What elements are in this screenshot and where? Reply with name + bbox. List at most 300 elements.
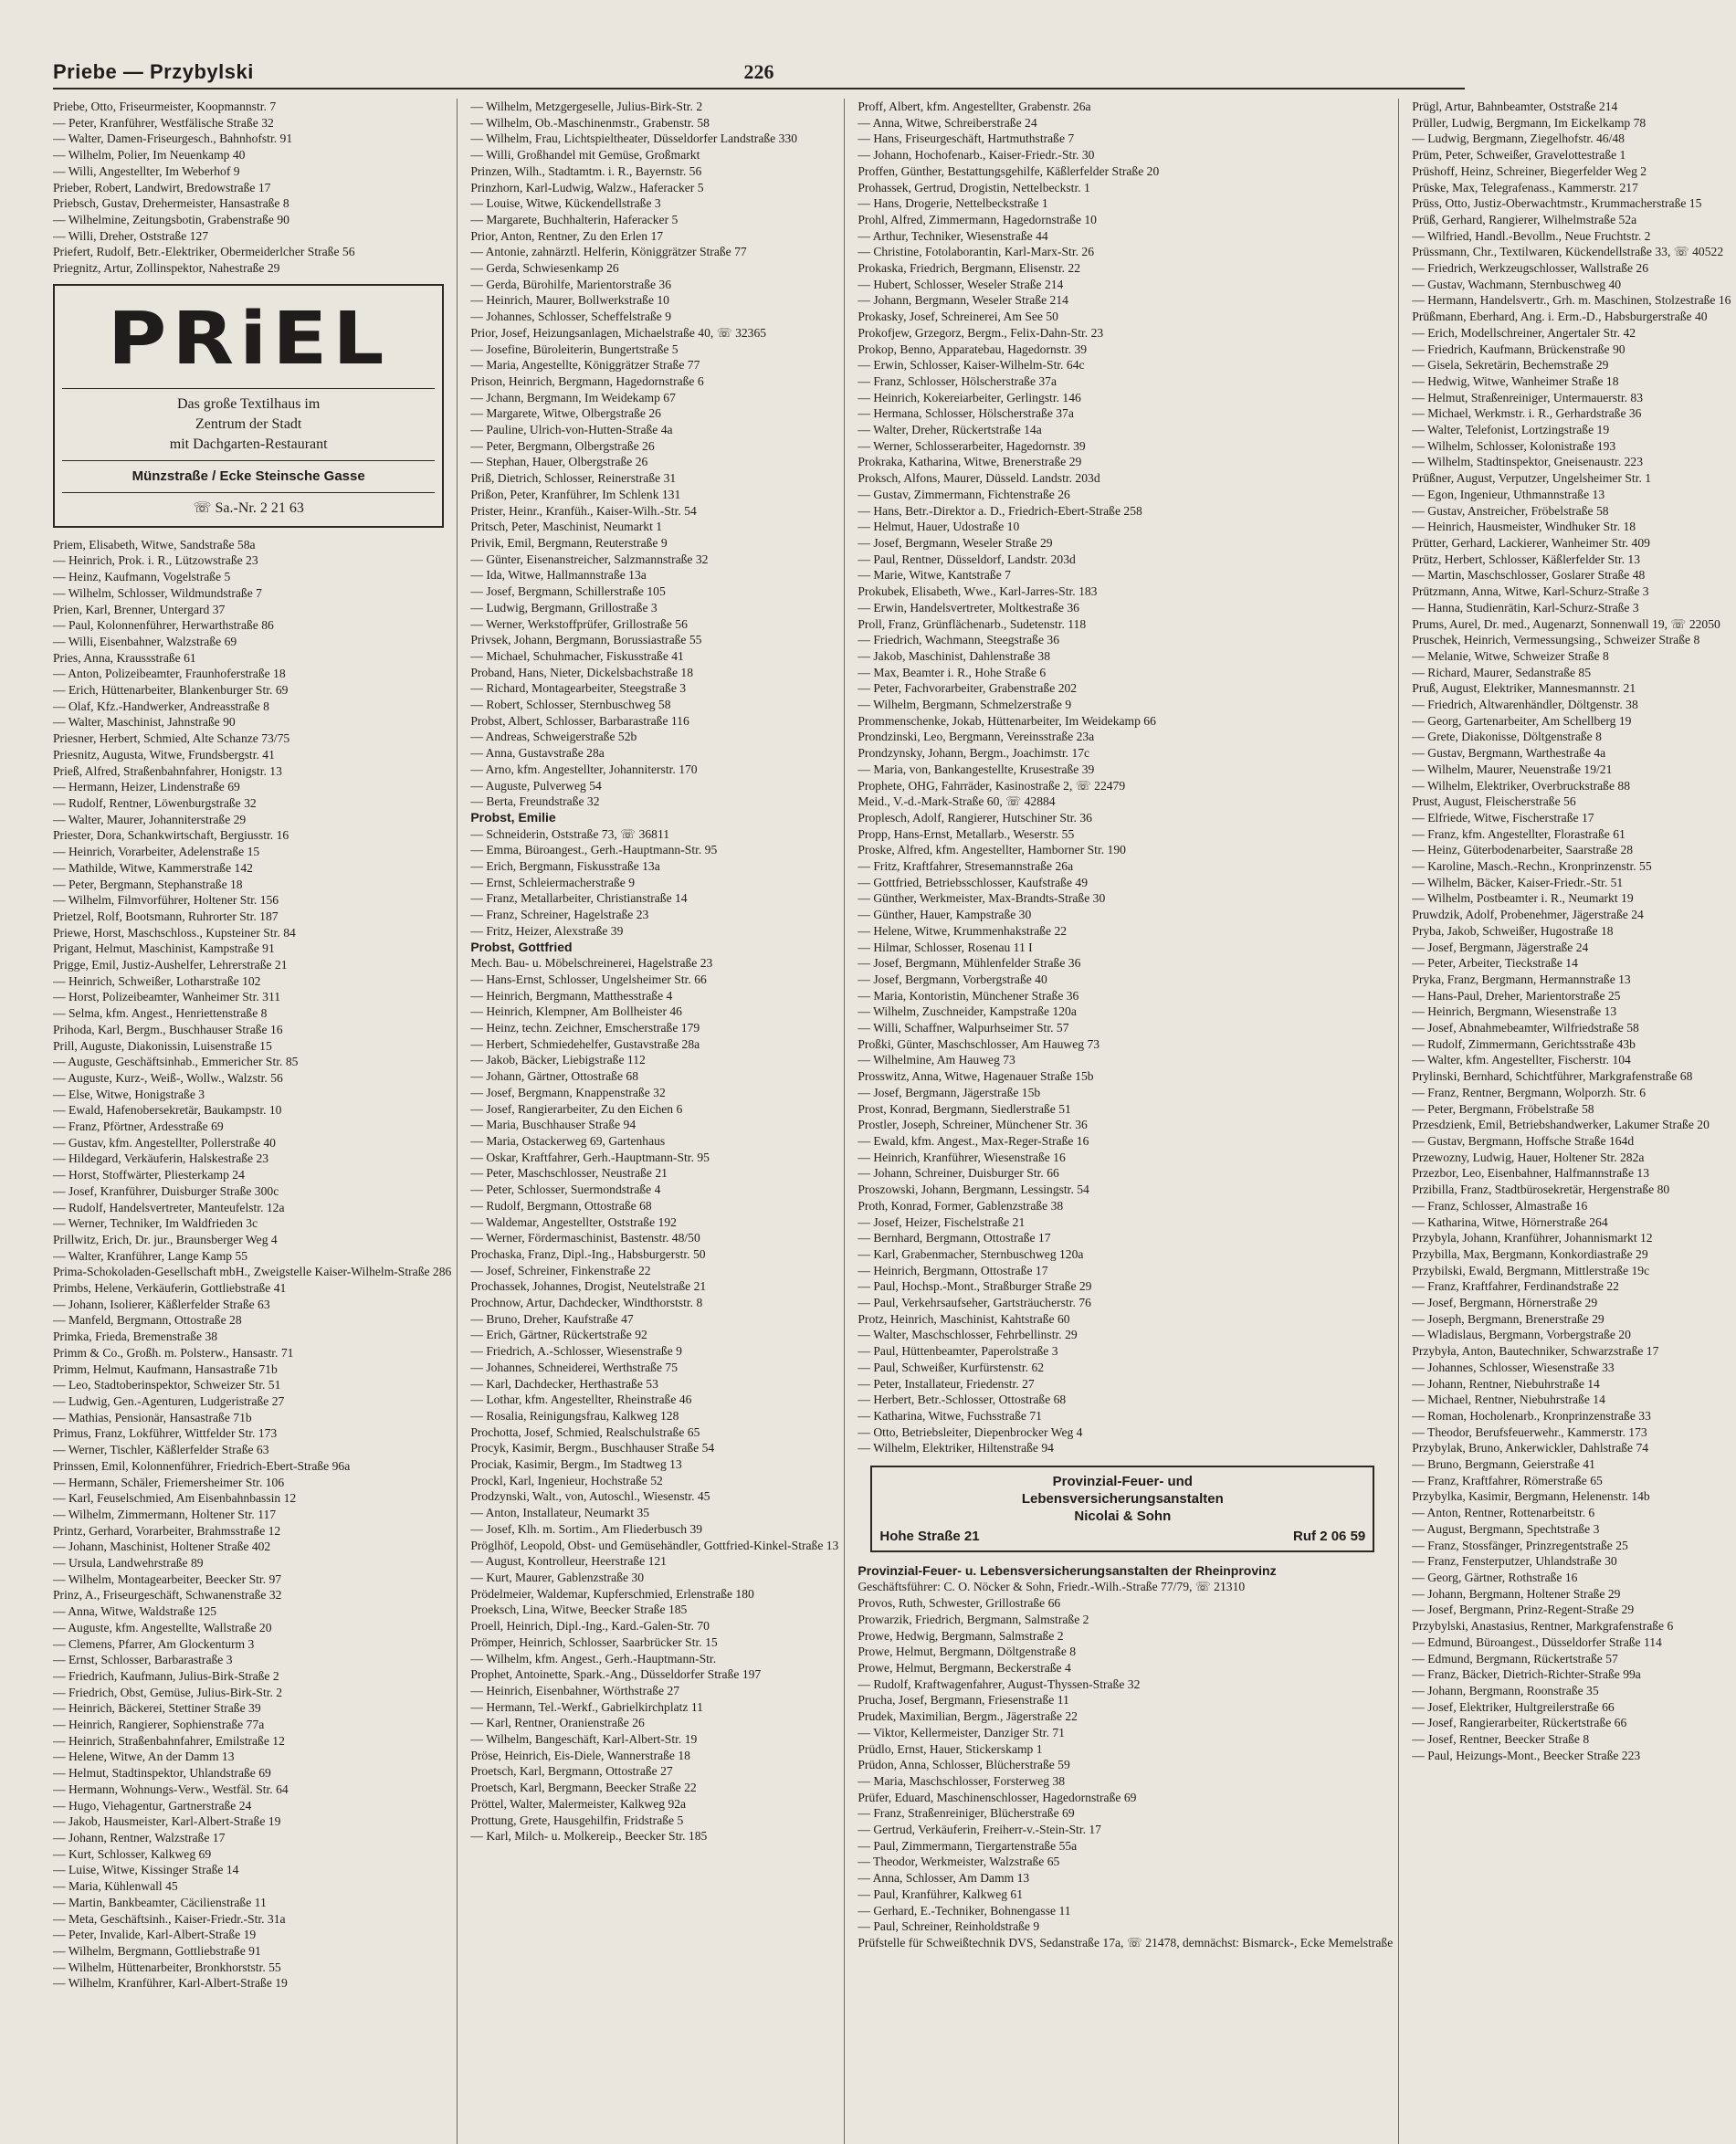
directory-entry: — Georg, Gartenarbeiter, Am Schellberg 19 xyxy=(1412,713,1632,728)
directory-entry: Prust, August, Fleischerstraße 56 xyxy=(1412,794,1576,809)
directory-entry: Prochnow, Artur, Dachdecker, Windthorststr. 8 xyxy=(470,1296,703,1310)
directory-entry: — Friedrich, Werkzeugschlosser, Wallstraße 26 xyxy=(1412,261,1649,276)
ad-divider xyxy=(62,388,435,389)
directory-entry: Prowe, Helmut, Bergmann, Beckerstraße 4 xyxy=(857,1660,1071,1675)
directory-entry: — Horst, Stoffwärter, Pliesterkamp 24 xyxy=(53,1168,245,1182)
directory-entry: — Friedrich, Altwarenhändler, Döltgenstr. 38 xyxy=(1412,698,1638,712)
directory-entry: — Hans, Friseurgeschäft, Hartmuthstraße 7 xyxy=(857,131,1075,146)
directory-entry: — Michael, Schuhmacher, Fiskusstraße 41 xyxy=(470,648,684,663)
directory-entry: — Katharina, Witwe, Hörnerstraße 264 xyxy=(1412,1214,1608,1229)
directory-entry: — Jchann, Bergmann, Im Weidekamp 67 xyxy=(470,390,676,405)
directory-entry: Primka, Frieda, Bremenstraße 38 xyxy=(53,1329,218,1344)
directory-entry: Priebsch, Gustav, Drehermeister, Hansastraße 8 xyxy=(53,196,289,211)
directory-entry: — Arno, kfm. Angestellter, Johanniterstr. 170 xyxy=(470,762,698,776)
directory-entry: — Willi, Großhandel mit Gemüse, Großmarkt xyxy=(470,148,700,163)
directory-entry: Proeksch, Lina, Witwe, Beecker Straße 185 xyxy=(470,1603,688,1617)
directory-entry: — Martin, Maschschlosser, Goslarer Straße 48 xyxy=(1412,568,1646,583)
directory-entry: — Johann, Isolierer, Käßlerfelder Straße 63 xyxy=(53,1297,270,1311)
directory-entry: — Peter, Fachvorarbeiter, Grabenstraße 202 xyxy=(857,681,1078,696)
directory-entry: — Rudolf, Kraftwagenfahrer, August-Thyssen-Straße 32 xyxy=(857,1676,1141,1691)
directory-entry: — Josef, Elektriker, Hultgreilerstraße 66 xyxy=(1412,1699,1615,1714)
directory-entry: — Josef, Rangierarbeiter, Rückertstraße 66 xyxy=(1412,1716,1627,1730)
directory-entry: — Anna, Gustavstraße 28a xyxy=(470,746,605,761)
directory-entry: — Hermann, Handelsvertr., Grh. m. Maschinen, Stolzestraße 16 xyxy=(1412,293,1731,308)
directory-entry: — Wilhelm, kfm. Angest., Gerh.-Hauptmann-Str. xyxy=(470,1651,717,1666)
directory-entry: Prylinski, Bernhard, Schichtführer, Markgrafenstraße 68 xyxy=(1412,1069,1693,1084)
directory-entry: — Helene, Witwe, An der Damm 13 xyxy=(53,1750,235,1764)
page-header xyxy=(53,55,1465,89)
directory-entry: — Johann, Rentner, Walzstraße 17 xyxy=(53,1830,226,1844)
directory-entry: Prosswitz, Anna, Witwe, Hagenauer Straße 15b xyxy=(857,1069,1094,1084)
directory-entry: — Wilhelm, Hüttenarbeiter, Bronkhorststr. 55 xyxy=(53,1960,281,1974)
directory-entry: — Max, Beamter i. R., Hohe Straße 6 xyxy=(857,665,1047,679)
directory-entry: — Rudolf, Zimmermann, Gerichtsstraße 43b xyxy=(1412,1036,1636,1051)
directory-entry: — Jakob, Hausmeister, Karl-Albert-Straße 19 xyxy=(53,1814,281,1829)
directory-entry: — Maria, von, Bankangestellte, Krusestraße 39 xyxy=(857,762,1095,776)
directory-entry: — Stephan, Hauer, Olbergstraße 26 xyxy=(470,455,648,469)
directory-entry: — Walter, Dreher, Rückertstraße 14a xyxy=(857,423,1042,437)
priel-phone: ☏ Sa.-Nr. 2 21 63 xyxy=(193,499,304,516)
directory-entry: — Ida, Witwe, Hallmannstraße 13a xyxy=(470,568,647,583)
directory-entry: Prochotta, Josef, Schmied, Realschulstraße 65 xyxy=(470,1424,700,1439)
directory-entry: — Paul, Heizungs-Mont., Beecker Straße 223 xyxy=(1412,1748,1641,1762)
directory-entry: — Maria, Maschschlosser, Forsterweg 38 xyxy=(857,1773,1066,1788)
directory-entry: — Franz, Stossfänger, Prinzregentstraße 25 xyxy=(1412,1538,1628,1552)
directory-entry: Prüdlo, Ernst, Hauer, Stickerskamp 1 xyxy=(857,1741,1043,1756)
directory-entry: — Johann, Bergmann, Holtener Straße 29 xyxy=(1412,1586,1621,1601)
directory-entry: — Wilhelm, Frau, Lichtspieltheater, Düsseldorfer Landstraße 330 xyxy=(470,131,797,146)
directory-entry: — Wilhelm, Bangeschäft, Karl-Albert-Str. 19 xyxy=(470,1732,698,1747)
directory-entry: — Fritz, Heizer, Alexstraße 39 xyxy=(470,923,624,938)
directory-entry: — Heinrich, Prok. i. R., Lützowstraße 23 xyxy=(53,553,258,568)
directory-entry: — Ernst, Schleiermacherstraße 9 xyxy=(470,875,636,889)
directory-entry: Proell, Heinrich, Dipl.-Ing., Kard.-Galen-Str. 70 xyxy=(470,1619,710,1634)
directory-entry: Prigge, Emil, Justiz-Aushelfer, Lehrerstraße 21 xyxy=(53,958,288,972)
directory-entry: Prondzinski, Leo, Bergmann, Vereinsstraße 23a xyxy=(857,730,1095,744)
directory-entry: — Werner, Werkstoffprüfer, Grillostraße 56 xyxy=(470,616,688,631)
directory-entry: — Karl, Milch- u. Molkereip., Beecker Str. 185 xyxy=(470,1829,708,1844)
directory-entry: — Peter, Arbeiter, Tieckstraße 14 xyxy=(1412,956,1578,971)
directory-entry: — Viktor, Kellermeister, Danziger Str. 71 xyxy=(857,1725,1065,1739)
directory-entry: Pritsch, Peter, Maschinist, Neumarkt 1 xyxy=(470,520,663,534)
directory-entry: — Gottfried, Betriebsschlosser, Kaufstraße 49 xyxy=(857,875,1088,889)
directory-entry: — Heinrich, Hausmeister, Windhuker Str. 18 xyxy=(1412,520,1636,534)
directory-entry: Priegnitz, Artur, Zollinspektor, Nahestraße 29 xyxy=(53,261,280,276)
directory-entry: — Josefine, Büroleiterin, Bungertstraße 5 xyxy=(470,342,679,356)
directory-entry: — Oskar, Kraftfahrer, Gerh.-Hauptmann-Str. 95 xyxy=(470,1150,710,1164)
directory-entry: Procyk, Kasimir, Bergm., Buschhauser Straße 54 xyxy=(470,1441,715,1456)
directory-entry: — Franz, Schreiner, Hagelstraße 23 xyxy=(470,908,649,922)
provinzial-line-1: Provinzial-Feuer- und xyxy=(1052,1474,1193,1490)
directory-entry: — Melanie, Witwe, Schweizer Straße 8 xyxy=(1412,648,1609,663)
directory-entry: Proffen, Günther, Bestattungsgehilfe, Käßlerfelder Straße 20 xyxy=(857,163,1160,178)
directory-entry: — Josef, Rangierarbeiter, Zu den Eichen 6 xyxy=(470,1101,683,1116)
directory-entry: Przibilla, Franz, Stadtbürosekretär, Hergenstraße 80 xyxy=(1412,1182,1670,1197)
directory-entry: — Maria, Kontoristin, Münchener Straße 36 xyxy=(857,988,1079,1003)
directory-entry: — Maria, Angestellte, Königgrätzer Straße 77 xyxy=(470,358,700,373)
directory-entry: — Johann, Hochofenarb., Kaiser-Friedr.-Str. 30 xyxy=(857,148,1095,163)
directory-entry: — Peter, Bergmann, Fröbelstraße 58 xyxy=(1412,1101,1594,1116)
directory-entry: — Ludwig, Gen.-Agenturen, Ludgeristraße 27 xyxy=(53,1394,285,1408)
directory-entry: — Walter, Telefonist, Lortzingstraße 19 xyxy=(1412,423,1610,437)
directory-entry: — Hermann, Schäler, Friemersheimer Str. 106 xyxy=(53,1475,285,1489)
directory-entry: — Friedrich, Kaufmann, Julius-Birk-Straße 2 xyxy=(53,1668,279,1683)
directory-entry: — Rudolf, Bergmann, Ottostraße 68 xyxy=(470,1198,652,1213)
priel-tagline-3: mit Dachgarten-Restaurant xyxy=(169,436,328,452)
directory-entry: — Wilhelm, Metzgergeselle, Julius-Birk-Str. 2 xyxy=(470,100,703,113)
directory-entry: — Theodor, Werkmeister, Walzstraße 65 xyxy=(857,1855,1060,1869)
directory-entry: — Werner, Fördermaschinist, Bastenstr. 48/50 xyxy=(470,1231,700,1245)
directory-entry: — Josef, Bergmann, Mühlenfelder Straße 36 xyxy=(857,956,1081,971)
directory-entry: — Peter, Invalide, Karl-Albert-Straße 19 xyxy=(53,1928,257,1942)
directory-entry: — Anna, Witwe, Waldstraße 125 xyxy=(53,1604,217,1619)
directory-entry: — Karl, Rentner, Oranienstraße 26 xyxy=(470,1716,645,1730)
directory-entry: — Ewald, kfm. Angest., Max-Reger-Straße 16 xyxy=(857,1134,1089,1148)
directory-entry: Przybylski, Anastasius, Rentner, Markgrafenstraße 6 xyxy=(1412,1619,1674,1634)
directory-entry: Primbs, Helene, Verkäuferin, Gottliebstraße 41 xyxy=(53,1281,287,1296)
directory-entry: — Wilhelm, Elektriker, Hiltenstraße 94 xyxy=(857,1441,1054,1456)
directory-entry: — Ursula, Landwehrstraße 89 xyxy=(53,1556,204,1571)
directory-entry: — Josef, Bergmann, Jägerstraße 24 xyxy=(1412,940,1589,954)
directory-entry: — Werner, Techniker, Im Waldfrieden 3c xyxy=(53,1216,258,1231)
directory-entry: Przybylak, Bruno, Ankerwickler, Dahlstraße 74 xyxy=(1412,1441,1649,1456)
directory-entry: Priesnitz, Augusta, Witwe, Frundsbergstr. 41 xyxy=(53,747,275,762)
directory-entry: — Hubert, Schlosser, Weseler Straße 214 xyxy=(857,277,1064,291)
directory-entry: Pries, Anna, Kraussstraße 61 xyxy=(53,650,196,665)
directory-entry: — Paul, Schweißer, Kurfürstenstr. 62 xyxy=(857,1360,1045,1374)
directory-entry: Prister, Heinr., Kranfüh., Kaiser-Wilh.-Str. 54 xyxy=(470,503,697,518)
directory-entry: Prison, Heinrich, Bergmann, Hagedornstraße 6 xyxy=(470,373,704,388)
directory-entry: Provos, Ruth, Schwester, Grillostraße 66 xyxy=(857,1596,1061,1611)
directory-entry: — Auguste, kfm. Angestellte, Wallstraße 20 xyxy=(53,1620,272,1634)
directory-entry: — Peter, Schlosser, Suermondstraße 4 xyxy=(470,1182,661,1197)
priel-logo: PRiEL xyxy=(107,295,390,381)
directory-entry: Prodzynski, Walt., von, Autoschl., Wiesenstr. 45 xyxy=(470,1489,710,1504)
directory-entry: Prüfstelle für Schweißtechnik DVS, Sedanstraße 17a, ☏ 21478, demnächst: Bismarck-, Ecke Memelstraße xyxy=(857,1935,1394,1950)
directory-entry: — Herbert, Betr.-Schlosser, Ottostraße 68 xyxy=(857,1393,1067,1407)
directory-entry: — Erich, Gärtner, Rückertstraße 92 xyxy=(470,1328,647,1342)
column-4-entries xyxy=(1412,99,1731,1763)
directory-entry: Prost, Konrad, Bergmann, Siedlerstraße 51 xyxy=(857,1101,1071,1116)
directory-entry: Probst, Albert, Schlosser, Barbarastraße 116 xyxy=(470,713,689,728)
directory-entry: — Josef, Bergmann, Weseler Straße 29 xyxy=(857,535,1053,550)
directory-entry: Prüm, Peter, Schweißer, Gravelottestraße 1 xyxy=(1412,148,1626,163)
directory-entry: — Walter, Maschinist, Jahnstraße 90 xyxy=(53,715,236,730)
directory-entry: Pröse, Heinrich, Eis-Diele, Wannerstraße 18 xyxy=(470,1748,690,1762)
column-1 xyxy=(53,99,458,2144)
directory-entry: — Günther, Hauer, Kampstraße 30 xyxy=(857,908,1032,922)
directory-entry: — Paul, Kolonnenführer, Herwarthstraße 86 xyxy=(53,618,274,633)
directory-entry: Prigant, Helmut, Maschinist, Kampstraße 91 xyxy=(53,941,275,956)
directory-entry: Prien, Karl, Brenner, Untergard 37 xyxy=(53,602,226,616)
directory-entry: Printz, Gerhard, Vorarbeiter, Brahmsstraße 12 xyxy=(53,1523,281,1538)
directory-entry: — Helene, Witwe, Krummenhakstraße 22 xyxy=(857,923,1068,938)
directory-entry: — Erich, Hüttenarbeiter, Blankenburger Str. 69 xyxy=(53,683,289,698)
directory-entry: — Karl, Grabenmacher, Sternbuschweg 120a xyxy=(857,1246,1084,1261)
directory-entry: — Anton, Installateur, Neumarkt 35 xyxy=(470,1506,650,1520)
directory-entry: — Willi, Schaffner, Walpurhseimer Str. 57 xyxy=(857,1021,1069,1035)
directory-entry: — Wilhelm, Maurer, Neuenstraße 19/21 xyxy=(1412,762,1613,776)
directory-entry: — Johannes, Schlosser, Scheffelstraße 9 xyxy=(470,310,672,324)
directory-entry: Mech. Bau- u. Möbelschreinerei, Hagelstraße 23 xyxy=(470,956,713,971)
directory-entry: Geschäftsführer: C. O. Nöcker & Sohn, Friedr.-Wilh.-Straße 77/79, ☏ 21310 xyxy=(857,1580,1246,1594)
directory-entry: — Peter, Maschschlosser, Neustraße 21 xyxy=(470,1166,668,1181)
directory-entry: — Gerda, Schwiesenkamp 26 xyxy=(470,261,619,276)
column-1-entries-top xyxy=(53,99,451,277)
directory-entry: — Paul, Zimmermann, Tiergartenstraße 55a xyxy=(857,1838,1078,1853)
directory-entry: Proske, Alfred, kfm. Angestellter, Hamborner Str. 190 xyxy=(857,843,1126,857)
directory-entry: — Josef, Bergmann, Jägerstraße 15b xyxy=(857,1085,1041,1099)
directory-entry: Proband, Hans, Nieter, Dickelsbachstraße 18 xyxy=(470,665,694,679)
directory-entry: — Friedrich, Wachmann, Steegstraße 36 xyxy=(857,633,1059,647)
directory-entry: Priewe, Horst, Maschschloss., Kupsteiner Str. 84 xyxy=(53,925,296,940)
directory-entry: Provinzial-Feuer- u. Lebensversicherungsanstalten der Rheinprovinz xyxy=(857,1562,1277,1578)
directory-entry: Proszowski, Johann, Bergmann, Lessingstr. 54 xyxy=(857,1182,1089,1197)
directory-entry: — Willi, Dreher, Oststraße 127 xyxy=(53,228,209,243)
directory-entry: — Otto, Betriebsleiter, Diepenbrocker Weg 4 xyxy=(857,1424,1083,1439)
directory-entry: Prudek, Maximilian, Bergm., Jägerstraße 22 xyxy=(857,1709,1078,1724)
directory-entry: Proplesch, Adolf, Rangierer, Hutschiner Str. 36 xyxy=(857,810,1092,825)
directory-entry: — Wilhelmine, Am Hauweg 73 xyxy=(857,1053,1015,1067)
directory-entry: — Olaf, Kfz.-Handwerker, Andreasstraße 8 xyxy=(53,699,269,713)
directory-entry: Privsek, Johann, Bergmann, Borussiastraße 55 xyxy=(470,633,702,647)
directory-entry: Prokaska, Friedrich, Bergmann, Elisenstr. 22 xyxy=(857,261,1081,276)
directory-entry: — Anton, Polizeibeamter, Fraunhoferstraße 18 xyxy=(53,667,286,681)
directory-entry: — Erich, Bergmann, Fiskusstraße 13a xyxy=(470,859,660,874)
directory-columns xyxy=(53,99,1731,2144)
directory-entry: Priebe, Otto, Friseurmeister, Koopmannstr. 7 xyxy=(53,100,277,113)
directory-entry: — Friedrich, Obst, Gemüse, Julius-Birk-Str. 2 xyxy=(53,1685,283,1699)
directory-entry: Proksch, Alfons, Maurer, Düsseld. Landstr. 203d xyxy=(857,471,1100,486)
directory-entry: — Selma, kfm. Angest., Henriettenstraße 8 xyxy=(53,1006,268,1021)
directory-entry: — Wilhelm, Bergmann, Schmelzerstraße 9 xyxy=(857,698,1072,712)
directory-entry: — Jakob, Maschinist, Dahlenstraße 38 xyxy=(857,648,1051,663)
directory-entry: — Pauline, Ulrich-von-Hutten-Straße 4a xyxy=(470,423,673,437)
priel-advertisement xyxy=(53,284,444,528)
directory-entry: — Hilmar, Schlosser, Rosenau 11 I xyxy=(857,940,1033,954)
directory-entry: — Kurt, Schlosser, Kalkweg 69 xyxy=(53,1846,212,1861)
directory-entry: Przezbor, Leo, Eisenbahner, Halfmannstraße 13 xyxy=(1412,1166,1649,1181)
directory-entry: Prommenschenke, Jokab, Hüttenarbeiter, Im Weidekamp 66 xyxy=(857,713,1156,728)
priel-address: Münzstraße / Ecke Steinsche Gasse xyxy=(132,468,365,484)
directory-entry: — Franz, Metallarbeiter, Christianstraße 14 xyxy=(470,891,688,906)
directory-entry: Prior, Anton, Rentner, Zu den Erlen 17 xyxy=(470,228,664,243)
directory-entry: — Gustav, Zimmermann, Fichtenstraße 26 xyxy=(857,487,1070,501)
directory-entry: — Heinrich, Bäckerei, Stettiner Straße 39 xyxy=(53,1701,261,1716)
directory-entry: — Margarete, Buchhalterin, Haferacker 5 xyxy=(470,212,679,226)
directory-entry: — Emma, Büroangest., Gerh.-Hauptmann-Str. 95 xyxy=(470,843,718,857)
directory-entry: — Anna, Schlosser, Am Damm 13 xyxy=(857,1871,1030,1886)
directory-entry: — Fritz, Kraftfahrer, Stresemannstraße 26a xyxy=(857,859,1074,874)
directory-entry: Prill, Auguste, Diakonissin, Luisenstraße 15 xyxy=(53,1038,272,1053)
directory-entry: — Heinrich, Vorarbeiter, Adelenstraße 15 xyxy=(53,845,260,859)
directory-entry: Prums, Aurel, Dr. med., Augenarzt, Sonnenwall 19, ☏ 22050 xyxy=(1412,616,1720,631)
directory-entry: — Rosalia, Reinigungsfrau, Kalkweg 128 xyxy=(470,1408,679,1423)
directory-entry: — Hermana, Schlosser, Hölscherstraße 37a xyxy=(857,406,1074,421)
directory-entry: — Christine, Fotolaborantin, Karl-Marx-Str. 26 xyxy=(857,245,1094,259)
directory-entry: — Rudolf, Rentner, Löwenburgstraße 32 xyxy=(53,795,257,810)
directory-entry: Prokasky, Josef, Schreinerei, Am See 50 xyxy=(857,310,1058,324)
directory-entry: Prochassek, Johannes, Drogist, Neutelstraße 21 xyxy=(470,1279,707,1294)
directory-entry: — Heinz, Güterbodenarbeiter, Saarstraße 28 xyxy=(1412,843,1634,857)
directory-entry: — Wilhelm, Schlosser, Wildmundstraße 7 xyxy=(53,585,262,600)
directory-entry: Prokraka, Katharina, Witwe, Brenerstraße 29 xyxy=(857,455,1082,469)
directory-entry: — Auguste, Kurz-, Weiß-, Wollw., Walzstr. 56 xyxy=(53,1070,283,1085)
directory-entry: — Katharina, Witwe, Fuchsstraße 71 xyxy=(857,1408,1042,1423)
directory-entry: — Heinrich, Bergmann, Wiesenstraße 13 xyxy=(1412,1004,1617,1019)
directory-entry: Prottung, Grete, Hausgehilfin, Fridstraße 5 xyxy=(470,1813,684,1827)
directory-entry: Prockl, Karl, Ingenieur, Hochstraße 52 xyxy=(470,1473,663,1487)
directory-entry: — Paul, Hüttenbeamter, Paperolstraße 3 xyxy=(857,1344,1058,1359)
directory-entry: Prophet, Antoinette, Spark.-Ang., Düsseldorfer Straße 197 xyxy=(470,1667,762,1682)
directory-entry: Prowarzik, Friedrich, Bergmann, Salmstraße 2 xyxy=(857,1612,1089,1626)
directory-entry: Przybilski, Ewald, Bergmann, Mittlerstraße 19c xyxy=(1412,1263,1650,1277)
directory-entry: — Wilhelm, Zuschneider, Kampstraße 120a xyxy=(857,1004,1077,1019)
directory-entry: — Peter, Installateur, Friedenstr. 27 xyxy=(857,1376,1035,1391)
directory-entry: — Gustav, Wachmann, Sternbuschweg 40 xyxy=(1412,277,1622,291)
directory-entry: — Johann, Gärtner, Ottostraße 68 xyxy=(470,1069,639,1084)
column-2 xyxy=(470,99,845,2144)
directory-entry: — Heinrich, Kranführer, Wiesenstraße 16 xyxy=(857,1150,1066,1164)
directory-entry: — Elfriede, Witwe, Fischerstraße 17 xyxy=(1412,810,1594,825)
directory-entry: — Heinrich, Klempner, Am Bollheister 46 xyxy=(470,1004,682,1019)
directory-entry: — Wilhelmine, Zeitungsbotin, Grabenstraße 90 xyxy=(53,212,289,226)
directory-entry: — Robert, Schlosser, Sternbuschweg 58 xyxy=(470,698,671,712)
directory-entry: Prütz, Herbert, Schlosser, Käßlerfelder Str. 13 xyxy=(1412,552,1641,566)
directory-entry: Prüssmann, Chr., Textilwaren, Kückendellstraße 33, ☏ 40522 xyxy=(1412,245,1724,259)
directory-entry: — Heinrich, Kokereiarbeiter, Gerlingstr. 146 xyxy=(857,390,1081,405)
directory-entry: — Helmut, Straßenreiniger, Untermauerstr. 83 xyxy=(1412,390,1644,405)
directory-entry: Przybyła, Anton, Bautechniker, Schwarzstraße 17 xyxy=(1412,1344,1659,1359)
directory-entry: Prütter, Gerhard, Lackierer, Wanheimer Str. 409 xyxy=(1412,535,1650,550)
directory-entry: Proßki, Günter, Maschschlosser, Am Hauweg 73 xyxy=(857,1036,1100,1051)
directory-entry: — Werner, Schlosserarbeiter, Hagedornstr. 39 xyxy=(857,438,1086,453)
directory-entry: — Ludwig, Bergmann, Grillostraße 3 xyxy=(470,600,658,615)
directory-entry: — Hermann, Tel.-Werkf., Gabrielkirchplatz 11 xyxy=(470,1699,703,1714)
directory-entry: — Maria, Buschhauser Straße 94 xyxy=(470,1118,637,1132)
directory-entry: — Wilhelm, Bergmann, Gottliebstraße 91 xyxy=(53,1943,261,1958)
directory-entry: Prowe, Helmut, Bergmann, Döltgenstraße 8 xyxy=(857,1645,1077,1659)
directory-entry: — Walter, Damen-Friseurgesch., Bahnhofstr. 91 xyxy=(53,131,293,146)
directory-entry: — Wilhelm, Stadtinspektor, Gneisenaustr. 223 xyxy=(1412,455,1644,469)
directory-entry: — Bruno, Bergmann, Geierstraße 41 xyxy=(1412,1457,1595,1472)
directory-entry: — Gustav, Bergmann, Warthestraße 4a xyxy=(1412,746,1606,761)
directory-entry: — Kurt, Maurer, Gablenzstraße 30 xyxy=(470,1570,645,1584)
directory-entry: — Schneiderin, Oststraße 73, ☏ 36811 xyxy=(470,826,670,841)
running-head: Priebe — Przybylski xyxy=(53,60,254,83)
directory-entry: Prüßner, August, Verputzer, Ungelsheimer Str. 1 xyxy=(1412,471,1652,486)
directory-entry: — Wilhelm, Ob.-Maschinenmstr., Grabenstr. 58 xyxy=(470,115,710,130)
directory-entry: — Willi, Angestellter, Im Weberhof 9 xyxy=(53,163,240,178)
directory-entry: Prützmann, Anna, Witwe, Karl-Schurz-Straße 3 xyxy=(1412,584,1649,599)
directory-entry: — Heinrich, Schweißer, Lotharstraße 102 xyxy=(53,973,261,988)
directory-entry: — Gustav, Anstreicher, Fröbelstraße 58 xyxy=(1412,503,1609,518)
priel-tagline-2: Zentrum der Stadt xyxy=(195,415,302,432)
directory-entry: — Richard, Maurer, Sedanstraße 85 xyxy=(1412,665,1592,679)
directory-entry: Primm, Helmut, Kaufmann, Hansastraße 71b xyxy=(53,1361,278,1376)
provinzial-line-2: Lebensversicherungsanstalten xyxy=(1021,1491,1224,1508)
directory-entry: Proetsch, Karl, Bergmann, Ottostraße 27 xyxy=(470,1764,673,1779)
directory-entry: Prinzen, Wilh., Stadtamtm. i. R., Bayernstr. 56 xyxy=(470,163,702,178)
directory-entry: — Heinz, Kaufmann, Vogelstraße 5 xyxy=(53,570,231,584)
column-2-entries xyxy=(470,99,838,1844)
directory-entry: Priß, Dietrich, Schlosser, Reinerstraße 31 xyxy=(470,471,677,486)
directory-entry: Pruschek, Heinrich, Vermessungsing., Schweizer Straße 8 xyxy=(1412,633,1700,647)
directory-entry: — Heinrich, Maurer, Bollwerkstraße 10 xyxy=(470,293,669,308)
directory-entry: — Wilhelm, Elektriker, Overbruckstraße 88 xyxy=(1412,778,1631,793)
directory-entry: Prüfer, Eduard, Maschinenschlosser, Hagedornstraße 69 xyxy=(857,1790,1137,1804)
directory-entry: — Andreas, Schweigerstraße 52b xyxy=(470,730,637,744)
directory-entry: Przybylka, Kasimir, Bergmann, Helenenstr. 14b xyxy=(1412,1489,1650,1504)
directory-entry: — Horst, Polizeibeamter, Wanheimer Str. 311 xyxy=(53,990,281,1004)
directory-entry: Prüss, Otto, Justiz-Oberwachtmstr., Krummacherstraße 15 xyxy=(1412,196,1702,211)
directory-entry: — Franz, Kraftfahrer, Römerstraße 65 xyxy=(1412,1473,1603,1487)
directory-entry: — Josef, Bergmann, Vorbergstraße 40 xyxy=(857,972,1047,986)
directory-entry: Prüske, Max, Telegrafenass., Kammerstr. 217 xyxy=(1412,180,1638,194)
directory-entry: — Antonie, zahnärztl. Helferin, Königgrätzer Straße 77 xyxy=(470,245,747,259)
directory-entry: — Wilhelm, Schlosser, Kolonistraße 193 xyxy=(1412,438,1616,453)
directory-entry: Prömper, Heinrich, Schlosser, Saarbrücker Str. 15 xyxy=(470,1634,718,1649)
directory-entry: — Arthur, Techniker, Wiesenstraße 44 xyxy=(857,228,1048,243)
directory-entry: Protz, Heinrich, Maschinist, Kahtstraße 60 xyxy=(857,1311,1070,1326)
directory-entry: — Paul, Hochsp.-Mont., Straßburger Straße 29 xyxy=(857,1279,1092,1294)
page-number: 226 xyxy=(743,60,774,83)
directory-entry: Propp, Hans-Ernst, Metallarb., Weserstr. 55 xyxy=(857,826,1075,841)
directory-entry: — Josef, Schreiner, Finkenstraße 22 xyxy=(470,1263,651,1277)
directory-entry: — Franz, Rentner, Bergmann, Wolporzh. Str. 6 xyxy=(1412,1085,1646,1099)
directory-entry: — Franz, Pförtner, Ardesstraße 69 xyxy=(53,1119,224,1134)
directory-entry: — August, Kontrolleur, Heerstraße 121 xyxy=(470,1554,667,1569)
directory-entry: Prima-Schokoladen-Gesellschaft mbH., Zweigstelle Kaiser-Wilhelm-Straße 286 xyxy=(53,1265,452,1279)
directory-entry: — Johann, Bergmann, Weseler Straße 214 xyxy=(857,293,1068,308)
directory-entry: — Lothar, kfm. Angestellter, Rheinstraße 46 xyxy=(470,1393,692,1407)
directory-entry: — Karoline, Masch.-Rechn., Kronprinzenstr. 55 xyxy=(1412,859,1652,874)
directory-entry: — Meta, Geschäftsinh., Kaiser-Friedr.-Str. 31a xyxy=(53,1911,286,1926)
directory-entry: — Maria, Ostackerweg 69, Gartenhaus xyxy=(470,1134,666,1148)
directory-entry: Pryba, Jakob, Schweißer, Hugostraße 18 xyxy=(1412,923,1614,938)
directory-entry: Przybyla, Johann, Kranführer, Johannismarkt 12 xyxy=(1412,1231,1653,1245)
column-3-entries-top xyxy=(857,99,1393,1456)
directory-entry: — Mathias, Pensionär, Hansastraße 71b xyxy=(53,1410,252,1424)
directory-entry: — Martin, Bankbeamter, Cäcilienstraße 11 xyxy=(53,1895,267,1909)
directory-entry: — Herbert, Schmiedehelfer, Gustavstraße 28a xyxy=(470,1036,700,1051)
directory-entry: — Jakob, Bäcker, Liebigstraße 112 xyxy=(470,1053,646,1067)
directory-entry: Prüß, Gerhard, Rangierer, Wilhelmstraße 52a xyxy=(1412,212,1637,226)
directory-entry: — Gerda, Bürohilfe, Marientorstraße 36 xyxy=(470,277,672,291)
directory-entry: Proetsch, Karl, Bergmann, Beecker Straße 22 xyxy=(470,1781,697,1795)
directory-entry: Prieß, Alfred, Straßenbahnfahrer, Honigstr. 13 xyxy=(53,763,282,778)
directory-entry: Prokop, Benno, Apparatebau, Hagedornstr. 39 xyxy=(857,342,1088,356)
directory-entry: Prostler, Joseph, Schreiner, Münchener Str. 36 xyxy=(857,1118,1088,1132)
directory-entry: — Gisela, Sekretärin, Bechemstraße 29 xyxy=(1412,358,1609,373)
directory-entry: — Roman, Hocholenarb., Kronprinzenstraße 33 xyxy=(1412,1408,1651,1423)
directory-entry: Pruwdzik, Adolf, Probenehmer, Jägerstraße 24 xyxy=(1412,908,1644,922)
directory-entry: Prokofjew, Grzegorz, Bergm., Felix-Dahn-Str. 23 xyxy=(857,325,1104,340)
directory-entry: Prinz, A., Friseurgeschäft, Schwanenstraße 32 xyxy=(53,1588,282,1603)
directory-entry: — Maria, Kühlenwall 45 xyxy=(53,1879,178,1894)
directory-entry: — Josef, Abnahmebeamter, Wilfriedstraße 58 xyxy=(1412,1021,1639,1035)
directory-entry: — Franz, Kraftfahrer, Ferdinandstraße 22 xyxy=(1412,1279,1619,1294)
directory-entry: — Hermann, Heizer, Lindenstraße 69 xyxy=(53,780,240,794)
directory-entry: — Hans-Paul, Dreher, Marientorstraße 25 xyxy=(1412,988,1621,1003)
directory-entry: — Peter, Kranführer, Westfälische Straße 32 xyxy=(53,115,274,130)
column-3 xyxy=(857,99,1399,2144)
directory-entry: Prieber, Robert, Landwirt, Bredowstraße 17 xyxy=(53,180,271,194)
directory-entry: Prißon, Peter, Kranführer, Im Schlenk 131 xyxy=(470,487,681,501)
directory-entry: — Heinrich, Bergmann, Matthesstraße 4 xyxy=(470,988,673,1003)
directory-entry: — Georg, Gärtner, Rothstraße 16 xyxy=(1412,1570,1578,1584)
ad-divider xyxy=(62,492,435,493)
